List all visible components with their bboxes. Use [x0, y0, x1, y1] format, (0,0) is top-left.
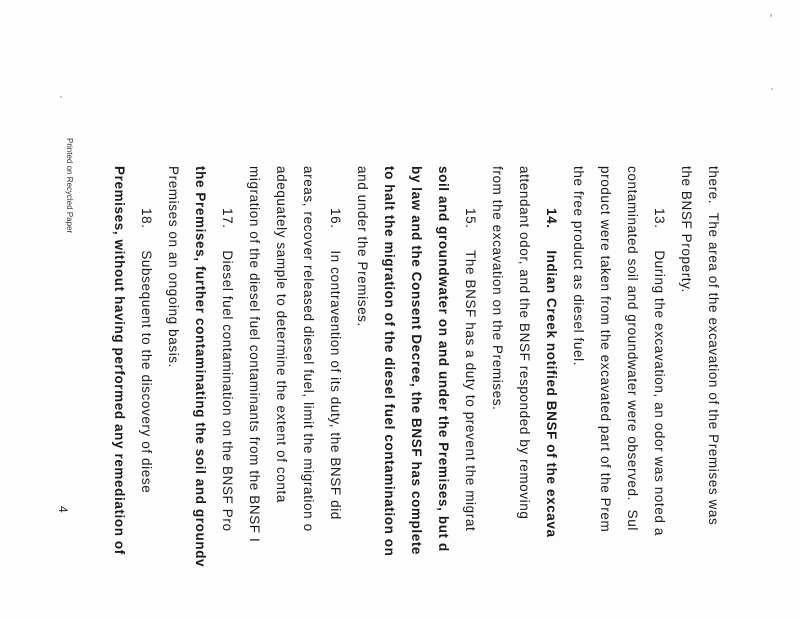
text-line: Premises, without having performed any remediation of	[112, 166, 127, 555]
text-line: from the excavation on the Premises.	[490, 166, 505, 411]
text-line: Premises on an ongoing basis.	[166, 166, 181, 369]
text-line: 17. Diesel fuel contamination on the BNSF Pro	[220, 208, 235, 532]
text-line: migration of the diesel fuel contaminants from the BNSF I	[247, 166, 262, 543]
text-line: to halt the migration of the diesel fuel contamination on	[382, 166, 397, 557]
text-line: 16. In contravention of its duty, the BNSF did	[328, 208, 343, 520]
text-line: areas, recover released diesel fuel, limit the migration o	[301, 166, 316, 532]
text-line: adequately sample to determine the extent of conta	[274, 166, 289, 503]
text-line: and under the Premises.	[355, 166, 370, 327]
text-line: 13. During the excavation, an odor was noted a	[652, 208, 667, 536]
text-line: there. The area of the excavation of the Premises was	[706, 166, 721, 526]
text-line: soil and groundwater on and under the Premises, but d	[436, 166, 451, 552]
text-line: the Premises, further contaminating the soil and groundv	[193, 166, 208, 568]
text-line: product were taken from the excavated part of the Prem	[598, 166, 613, 533]
recycled-paper-footer: Printed on Recycled Paper	[65, 138, 74, 234]
scan-speck	[60, 96, 62, 98]
text-line: 15. The BNSF has a duty to prevent the migrat	[463, 208, 478, 532]
text-line: contaminated soil and groundwater were observed. Sul	[625, 166, 640, 531]
text-line: the free product as diesel fuel.	[571, 166, 586, 367]
text-line: by law and the Consent Decree, the BNSF has complete	[409, 166, 424, 556]
page-number: 4	[56, 506, 70, 513]
text-line: 14. Indian Creek notified BNSF of the excava	[544, 208, 559, 538]
scan-speck	[770, 14, 772, 17]
text-line: attendant odor, and the BNSF responded by removing	[517, 166, 532, 520]
scan-speck	[771, 88, 773, 90]
text-line: the BNSF Property.	[679, 166, 694, 293]
text-line: 18. Subsequent to the discovery of diese	[139, 208, 154, 494]
